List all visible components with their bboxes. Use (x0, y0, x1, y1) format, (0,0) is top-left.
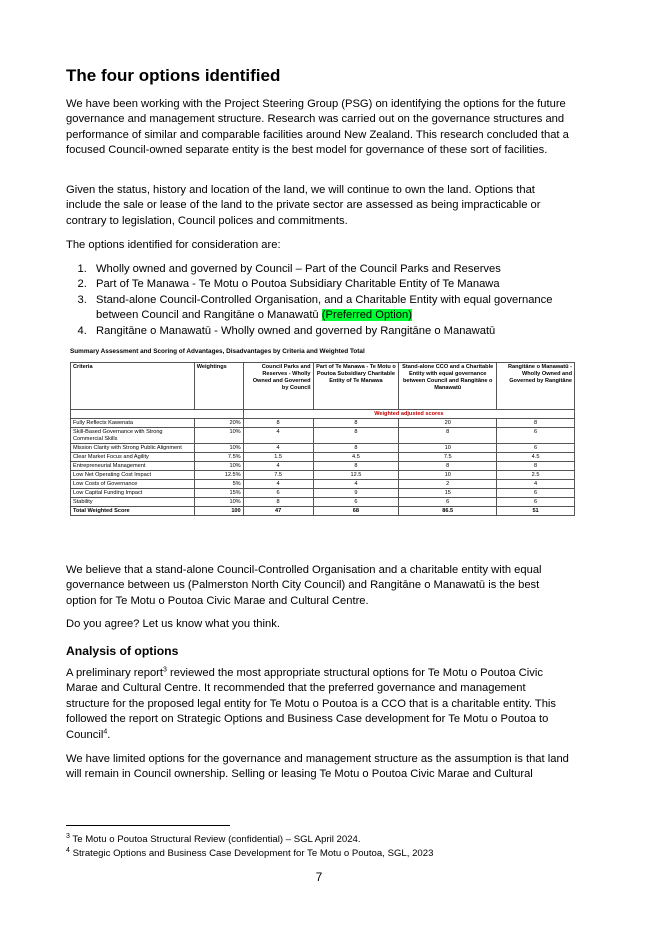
cell-c3: 2 (399, 480, 497, 489)
table-row (71, 471, 575, 480)
cell-weight: 7.5% (194, 453, 243, 462)
cell-c1: 4 (243, 444, 313, 453)
cell-criteria: Clear Market Focus and Agility (71, 453, 195, 462)
analysis-paragraph (66, 666, 572, 743)
cell-criteria: Low Costs of Governance (71, 480, 195, 489)
footnote-4-text: Strategic Options and Business Case Development for Te Motu o Poutoa, SGL, 2023 (69, 848, 434, 859)
cell-weight: 15% (194, 489, 243, 498)
cell-c1: 4 (243, 480, 313, 489)
table-row (71, 419, 575, 428)
cell-c4: 4.5 (497, 453, 575, 462)
cell-c4: 8 (497, 419, 575, 428)
cell-c3: 6 (399, 498, 497, 507)
footnote-4 (66, 848, 433, 860)
total-option-3: 86.5 (399, 507, 497, 516)
cell-c3: 10 (399, 444, 497, 453)
cell-c1: 7.5 (243, 471, 313, 480)
cell-c4: 6 (497, 444, 575, 453)
scoring-table (70, 362, 575, 516)
footnote-3 (66, 834, 361, 846)
cell-c1: 8 (243, 498, 313, 507)
cell-criteria: Skill-Based Governance with Strong Commercial Skills (71, 428, 195, 444)
page-heading: The four options identified (66, 66, 281, 85)
total-option-1: 47 (243, 507, 313, 516)
cell-c4: 6 (497, 489, 575, 498)
footnote-3-number: 3 (66, 832, 70, 840)
cell-c4: 6 (497, 428, 575, 444)
cell-c1: 4 (243, 462, 313, 471)
header-option-3: Stand-alone CCO and a Charitable Entity with equal governance between Council and Rangitāne o Manawatū (399, 363, 497, 410)
footnote-divider (66, 825, 230, 826)
options-intro: The options identified for consideration are: (66, 239, 281, 251)
cell-criteria: Mission Clarity with Strong Public Alignment (71, 444, 195, 453)
footnote-3-text: Te Motu o Poutoa Structural Review (confidential) – SGL April 2024. (69, 834, 361, 845)
table-row (71, 480, 575, 489)
table-row (71, 428, 575, 444)
intro-paragraph: We have been working with the Project Steering Group (PSG) on identifying the options for the future governance and management structure. Research was carried out on the governance structures and performance of similar and comparable facilities around New Zealand. This research concluded that a focused Council-owned separate entity is the best model for governance of these sort of facilities. (66, 98, 569, 157)
options-list (66, 262, 596, 339)
cell-c2: 8 (313, 428, 399, 444)
footnote-ref-3: 3 (163, 666, 167, 674)
cell-c3: 20 (399, 419, 497, 428)
table-header-row (71, 363, 575, 410)
header-weightings: Weightings (194, 363, 243, 410)
option-item-3 (90, 293, 596, 324)
cell-weight: 10% (194, 498, 243, 507)
cell-criteria: Entrepreneurial Management (71, 462, 195, 471)
cell-c3: 15 (399, 489, 497, 498)
preferred-option-highlight: (Preferred Option) (321, 309, 412, 322)
cell-criteria: Fully Reflects Kawenata (71, 419, 195, 428)
header-criteria: Criteria (71, 363, 195, 410)
cell-c2: 4.5 (313, 453, 399, 462)
cell-c2: 9 (313, 489, 399, 498)
option-item-2: 2. Part of Te Manawa - Te Motu o Poutoa Subsidiary Charitable Entity of Te Manawa (90, 277, 596, 292)
cell-c4: 8 (497, 462, 575, 471)
cell-weight: 10% (194, 444, 243, 453)
cell-c2: 8 (313, 419, 399, 428)
cell-c3: 8 (399, 428, 497, 444)
cell-c1: 4 (243, 428, 313, 444)
cell-c2: 12.5 (313, 471, 399, 480)
cell-c4: 2.5 (497, 471, 575, 480)
question-paragraph: Do you agree? Let us know what you think. (66, 618, 280, 630)
limited-options-paragraph: We have limited options for the governance and management structure as the assumption is that land will remain in Council ownership. Selling or leasing Te Motu o Poutoa Civic Marae and Cultural (66, 753, 569, 781)
analysis-text-c: . (107, 728, 111, 741)
header-option-2: Part of Te Manawa - Te Motu o Poutoa Subsidiary Charitable Entity of Te Manawa (313, 363, 399, 410)
table-row (71, 453, 575, 462)
weighted-label-row (71, 410, 575, 419)
cell-c2: 6 (313, 498, 399, 507)
footnote-4-number: 4 (66, 846, 70, 854)
analysis-subheading: Analysis of options (66, 644, 179, 658)
cell-c1: 6 (243, 489, 313, 498)
table-title: Summary Assessment and Scoring of Advantages, Disadvantages by Criteria and Weighted Total (70, 348, 365, 355)
total-option-2: 68 (313, 507, 399, 516)
weighted-label: Weighted adjusted scores (243, 410, 574, 419)
cell-weight: 10% (194, 462, 243, 471)
cell-c3: 10 (399, 471, 497, 480)
table-row (71, 444, 575, 453)
cell-weight: 20% (194, 419, 243, 428)
cell-criteria: Low Capital Funding Impact (71, 489, 195, 498)
cell-weight: 12.5% (194, 471, 243, 480)
table-row (71, 498, 575, 507)
header-option-4: Rangitāne o Manawatū - Wholly Owned and Governed by Rangitāne (497, 363, 575, 410)
table-total-row (71, 507, 575, 516)
option-item-4: 4. Rangitāne o Manawatū - Wholly owned and governed by Rangitāne o Manawatū (90, 324, 596, 339)
table-row (71, 489, 575, 498)
cell-c1: 8 (243, 419, 313, 428)
cell-criteria: Stability (71, 498, 195, 507)
recommendation-paragraph: We believe that a stand-alone Council-Controlled Organisation and a charitable entity with equal governance between us (Palmerston North City Council) and Rangitāne o Manawatū is the best option for Te Motu o Poutoa Civic Marae and Cultural Centre. (66, 564, 542, 607)
total-label: Total Weighted Score (71, 507, 195, 516)
cell-c4: 6 (497, 498, 575, 507)
cell-c2: 4 (313, 480, 399, 489)
cell-criteria: Low Net Operating Cost Impact (71, 471, 195, 480)
table-row (71, 462, 575, 471)
cell-weight: 10% (194, 428, 243, 444)
option-3-text: Stand-alone Council-Controlled Organisation, and a Charitable Entity with equal governance between Council and Rangitāne o Manawatū (96, 293, 553, 322)
header-option-1: Council Parks and Reserves - Wholly Owned and Governed by Council (243, 363, 313, 410)
footnote-ref-4: 4 (103, 727, 108, 735)
cell-weight: 5% (194, 480, 243, 489)
cell-c4: 4 (497, 480, 575, 489)
cell-c2: 8 (313, 462, 399, 471)
cell-c3: 7.5 (399, 453, 497, 462)
land-paragraph: Given the status, history and location of the land, we will continue to own the land. Options that include the sale or lease of the land to the private sector are assessed as being impracticable or contrary to legislation, Council polices and commitments. (66, 184, 541, 227)
page-number: 7 (315, 870, 323, 884)
cell-c2: 8 (313, 444, 399, 453)
total-option-4: 51 (497, 507, 575, 516)
cell-c3: 8 (399, 462, 497, 471)
analysis-text-a: A preliminary report (66, 667, 163, 679)
analysis-text-b: reviewed the most appropriate structural options for Te Motu o Poutoa Civic Marae and Cultural Centre. It recommended that the preferred governance and management structure for the proposed legal entity for Te Motu o Poutoa is a CCO that is a charitable entity. This followed the report on Strategic Options and Business Case development for Te Motu o Poutoa to Council (66, 667, 557, 741)
total-weight: 100 (194, 507, 243, 516)
cell-c1: 1.5 (243, 453, 313, 462)
option-item-1: 1. Wholly owned and governed by Council – Part of the Council Parks and Reserves (90, 262, 596, 277)
